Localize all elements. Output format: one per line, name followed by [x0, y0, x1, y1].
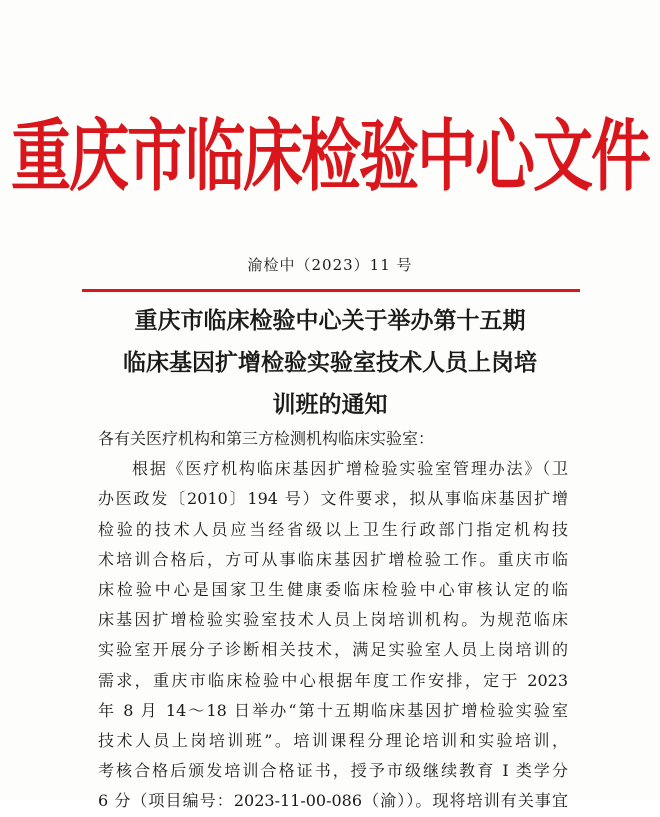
body-line: 实验室开展分子诊断相关技术，满足实验室人员上岗培训的 — [98, 640, 568, 660]
body-line: 术培训合格后，方可从事临床基因扩增检验工作。重庆市临 — [98, 549, 568, 569]
document-number: 渝检中（2023）11 号 — [247, 256, 413, 274]
body-line: 考核合格后颁发培训合格证书，授予市级继续教育 I 类学分 — [98, 761, 568, 781]
body-line: 6 分（项目编号：2023-11-00-086（渝））。现将培训有关事宜 — [98, 791, 568, 811]
notice-title — [90, 300, 570, 426]
red-divider-rule — [82, 289, 580, 292]
body-line: 检验的技术人员应当经省级以上卫生行政部门指定机构技 — [98, 519, 568, 539]
body-line: 需求，重庆市临床检验中心根据年度工作安排，定于 2023 — [98, 670, 568, 690]
body-line: 根据《医疗机构临床基因扩增检验实验室管理办法》（卫 — [132, 459, 568, 479]
notice-title-line: 临床基因扩增检验实验室技术人员上岗培 — [123, 349, 537, 376]
document-header-title: 重庆市临床检验中心文件 — [11, 111, 649, 203]
body-line: 办医政发〔2010〕194 号）文件要求，拟从事临床基因扩增 — [98, 489, 568, 509]
body-line: 技术人员上岗培训班”。培训课程分理论培训和实验培训， — [98, 731, 568, 751]
body-line: 床检验中心是国家卫生健康委临床检验中心审核认定的临 — [98, 580, 568, 600]
notice-title-line: 训班的通知 — [272, 391, 388, 418]
body-line: 床基因扩增检验实验室技术人员上岗培训机构。为规范临床 — [98, 610, 568, 630]
body-line: 年 8 月 14～18 日举办“第十五期临床基因扩增检验实验室 — [98, 700, 568, 720]
notice-body — [98, 424, 568, 817]
notice-title-line: 重庆市临床检验中心关于举办第十五期 — [134, 307, 526, 334]
salutation: 各有关医疗机构和第三方检测机构临床实验室： — [98, 429, 435, 448]
